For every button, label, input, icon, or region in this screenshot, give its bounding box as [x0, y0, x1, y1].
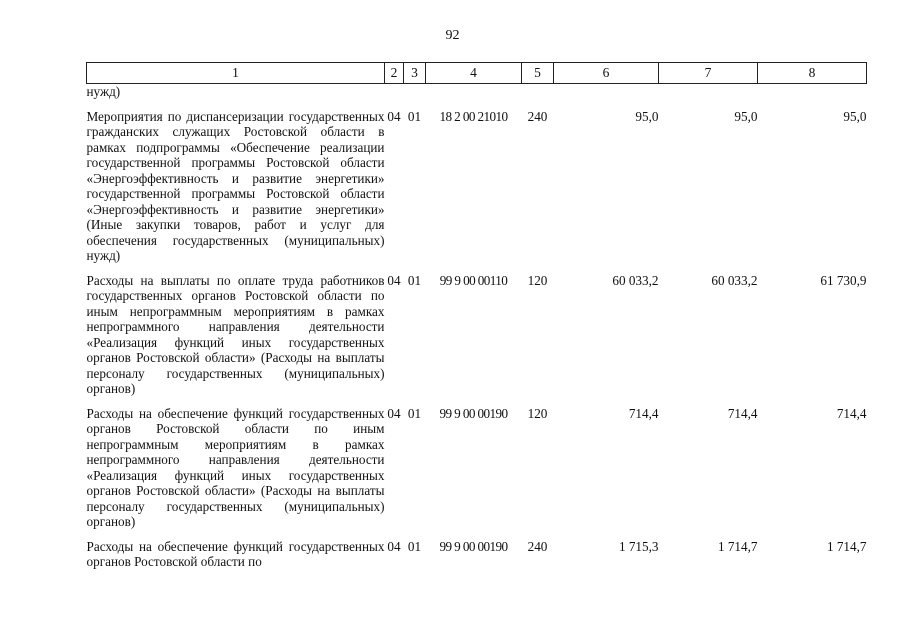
- header-col-1: 1: [87, 63, 385, 84]
- row-description: Мероприятия по диспансеризации государственных гражданских служащих Ростовской области в рамках подпрограммы «Обеспечение реализации государственной программы Ростовской области «Энергоэффективность и развитие энергетики» государственной программы Ростовской области «Энергоэффективность и развитие энергетики» (Иные закупки товаров, работ и услуг для обеспечения государственных (муниципальных) нужд): [86, 108, 385, 263]
- table-row: [87, 264, 867, 397]
- header-col-4: 4: [426, 63, 522, 84]
- row-col-4: 18 2 00 21010: [439, 108, 508, 124]
- table-row: [87, 530, 867, 570]
- row-col-5: 240: [527, 538, 548, 554]
- continuation-text: нужд): [86, 84, 121, 99]
- budget-table: [86, 62, 867, 570]
- row-col-3: 01: [407, 538, 422, 554]
- table-row: [87, 397, 867, 530]
- table-row: [87, 100, 867, 264]
- header-col-3: 3: [404, 63, 426, 84]
- row-col-2: 04: [387, 405, 401, 421]
- row-col-3: 01: [407, 405, 422, 421]
- header-col-6: 6: [554, 63, 659, 84]
- header-row: [87, 63, 867, 84]
- continuation-row: [87, 84, 867, 100]
- row-col-8: 95,0: [843, 108, 867, 124]
- row-col-7: 1 714,7: [717, 538, 758, 554]
- row-col-2: 04: [387, 538, 401, 554]
- row-col-6: 714,4: [628, 405, 659, 421]
- row-col-6: 60 033,2: [612, 272, 659, 288]
- row-description: Расходы на выплаты по оплате труда работников государственных органов Ростовской области по иным непрограммным мероприятиям в рамках непрограммного направления деятельности «Реализация функций иных государственных органов Ростовской области» (Расходы на выплаты персоналу государственных (муниципальных) органов): [86, 272, 385, 396]
- row-col-4: 99 9 00 00190: [439, 405, 508, 421]
- row-col-2: 04: [387, 108, 401, 124]
- row-col-6: 95,0: [635, 108, 659, 124]
- row-col-8: 1 714,7: [826, 538, 867, 554]
- row-col-8: 714,4: [836, 405, 867, 421]
- header-col-7: 7: [659, 63, 758, 84]
- row-col-7: 60 033,2: [711, 272, 758, 288]
- row-col-3: 01: [407, 272, 422, 288]
- row-col-6: 1 715,3: [618, 538, 659, 554]
- row-col-5: 120: [527, 272, 548, 288]
- row-col-4: 99 9 00 00190: [439, 538, 508, 554]
- row-col-5: 120: [527, 405, 548, 421]
- header-col-8: 8: [758, 63, 867, 84]
- row-description: Расходы на обеспечение функций государственных органов Ростовской области по иным непрограммным мероприятиям в рамках непрограммного направления деятельности «Реализация функций иных государственных органов Ростовской области» (Расходы на выплаты персоналу государственных (муниципальных) органов): [86, 405, 385, 529]
- header-col-5: 5: [522, 63, 554, 84]
- row-col-4: 99 9 00 00110: [439, 272, 508, 288]
- row-col-7: 95,0: [734, 108, 758, 124]
- row-col-3: 01: [407, 108, 422, 124]
- row-col-5: 240: [527, 108, 548, 124]
- header-col-2: 2: [385, 63, 404, 84]
- page-number: 92: [445, 28, 460, 43]
- row-col-2: 04: [387, 272, 401, 288]
- row-col-7: 714,4: [727, 405, 758, 421]
- row-col-8: 61 730,9: [820, 272, 867, 288]
- row-description: Расходы на обеспечение функций государственных органов Ростовской области по: [86, 538, 385, 569]
